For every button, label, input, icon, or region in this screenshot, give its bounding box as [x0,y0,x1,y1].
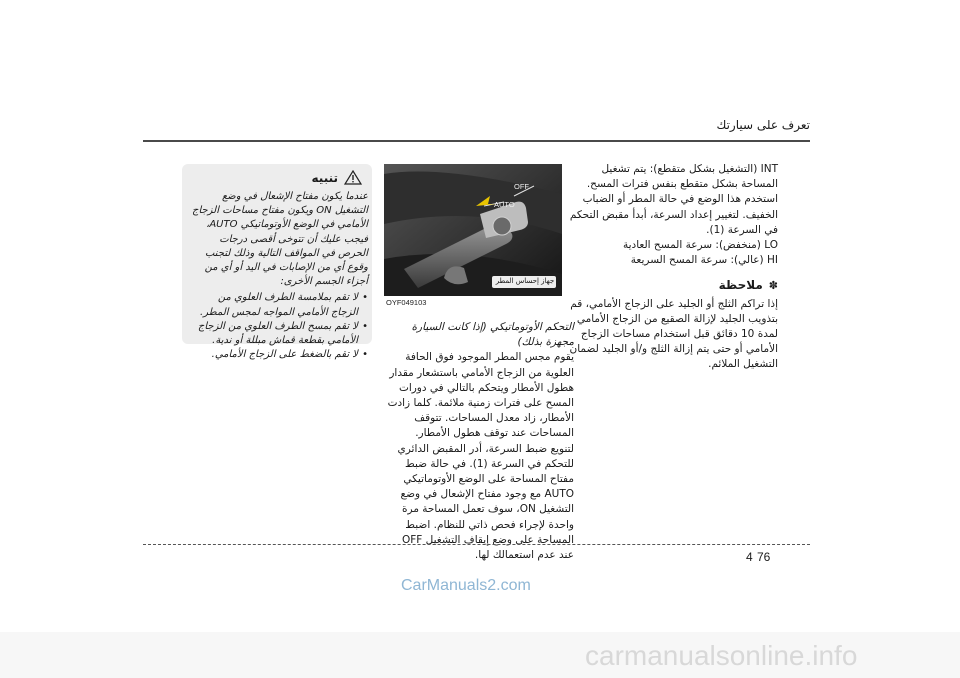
warning-intro: عندما يكون مفتاح الإشعال في وضع التشغيل ON ويكون مفتاح مساحات الزجاج الأمامي في الوضع الأوتوماتيكي AUTO، فيجب عليك أن تتوخى أقصى درجات الحرص في المواقف التالية وذلك لتجنب وقوع أي من الإصابات في اليد أو أي من أجزاء الجسم الأخرى: [191,191,368,288]
rain-sensor-label: جهاز إحساس المطر [495,277,555,285]
warning-item: • لا تقم بالضغط على الزجاج الأمامي. [190,348,358,362]
auto-control-subheading: التحكم الأوتوماتيكي (إذا كانت السيارة مجهزة بذلك) [411,321,574,349]
header-divider [143,140,810,142]
footer-divider [143,544,810,545]
warning-triangle-icon [344,170,362,185]
warning-heading-label: تنبيه [311,170,338,185]
paragraph-rain-sensor: يقوم مجس المطر الموجود فوق الحافة العلوية من الزجاج الأمامي باستشعار مقدار هطول الأمطار ويتحكم بالتالي في دورات المسح على فترات زمنية ملائمة. كلما زادت الأمطار، زاد معدل المساحات. تتوقف المساحات عند توقف هطول الأمطار. [387,351,574,440]
note-heading-label: ملاحظة [718,278,763,293]
bottom-watermark: carmanualsonline.info [585,640,858,671]
paragraph-lo: LO (منخفض): سرعة المسح العادية [622,239,778,252]
warning-body [190,190,368,362]
photo-code: OYF049103 [386,298,427,307]
warning-item: • لا تقم بمسح الطرف العلوي من الزجاج الأمامي بقطعة قماش مبللة أو ندية. [190,320,358,348]
middle-column [384,320,574,563]
note-text: إذا تراكم الثلج أو الجليد على الزجاج الأمامي، قم بتذويب الجليد لإزالة الصقيع من الزجاج الأمامي لمدة 10 دقائق قبل استخدام مساحات الزجاج الأمامي أو حتى يتم إزالة الثلج و/أو الجليد لضمان التشغيل الملائم. [569,297,778,371]
paragraph-hi: HI (عالي): سرعة المسح السريعة [630,254,778,267]
page-number: 76 [757,550,771,564]
wiper-stalk-illustration [384,164,562,312]
right-column [566,162,778,373]
chapter-number: 4 [746,550,753,564]
warning-list [190,291,368,362]
wiper-stalk-photo [384,164,562,312]
paragraph-speed-control: لتنويع ضبط السرعة، أدر المقبض الدائري للتحكم في السرعة (1). في حالة ضبط مفتاح المساحة على الوضع الأوتوماتيكي AUTO مع وجود مفتاح الإشعال في وضع التشغيل ON، سوف تعمل المساحة مرة واحدة لإجراء فحص ذاتي للنظام. اضبط المساحة على وضع إيقاف التشغيل OFF عند عدم استعمالك لها. [397,442,574,562]
warning-item: • لا تقم بملامسة الطرف العلوي من الزجاج الأمامي المواجه لمجس المطر. [190,291,358,319]
auto-label: AUTO [494,200,515,209]
watermark-link[interactable]: CarManuals2.com [401,577,531,594]
asterisk-icon: ✽ [768,279,778,293]
off-label: OFF [514,182,529,191]
header-title: تعرف على سيارتك [716,118,810,132]
paragraph-int: INT (التشغيل بشكل متقطع): يتم تشغيل المساحة بشكل متقطع بنفس فترات المسح. استخدم هذا الوضع في حالة المطر أو الضباب الخفيف. لتغيير إعداد السرعة، أبدأ مقبض التحكم في السرعة (1). [569,163,778,236]
warning-heading [182,170,362,185]
note-heading [566,278,778,293]
